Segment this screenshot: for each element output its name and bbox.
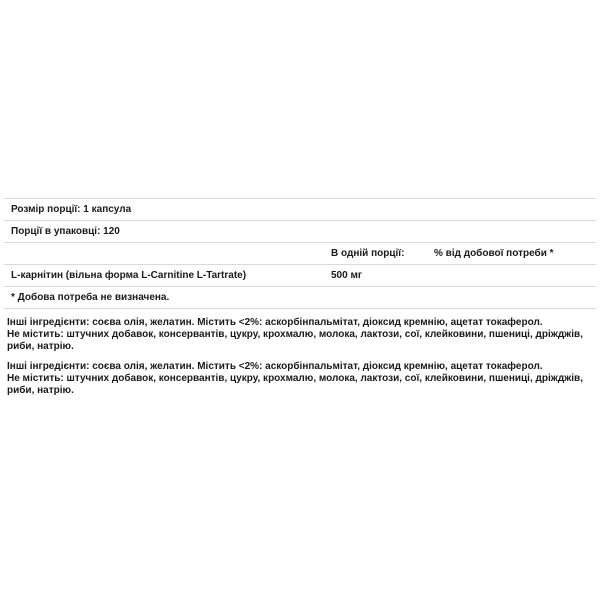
ingredient-daily-value — [427, 265, 596, 287]
free-from-text: Не містить: штучних добавок, консервантів, цукру, крохмалю, молока, лактози, сої, клейковини, пшениці, дріжджів, риби, натрію. — [7, 373, 583, 396]
ingredients-note-block — [7, 317, 593, 353]
serving-size: Розмір порції: 1 капсула — [4, 199, 596, 221]
header-per-serving: В одній порції: — [324, 243, 427, 265]
supplement-facts-table — [4, 198, 596, 309]
serving-size-row — [4, 199, 596, 221]
servings-per-container-row — [4, 221, 596, 243]
other-ingredients-text: Інші інгредієнти: соєва олія, желатин. Містить <2%: аскорбінпальмітат, діоксид кремнію, ацетат токаферол. — [7, 317, 543, 328]
ingredient-name: L-карнітин (вільна форма L-Carnitine L-Tartrate) — [4, 265, 324, 287]
ingredient-row — [4, 265, 596, 287]
footnote-row — [4, 287, 596, 309]
free-from-text: Не містить: штучних добавок, консервантів, цукру, крохмалю, молока, лактози, сої, клейковини, пшениці, дріжджів, риби, натрію. — [7, 329, 583, 352]
servings-per-container: Порції в упаковці: 120 — [4, 221, 596, 243]
daily-value-footnote: * Добова потреба не визначена. — [4, 287, 596, 309]
ingredients-note-block — [7, 361, 593, 397]
ingredient-amount: 500 мг — [324, 265, 427, 287]
header-empty-cell — [4, 243, 324, 265]
other-ingredients-text: Інші інгредієнти: соєва олія, желатин. Містить <2%: аскорбінпальмітат, діоксид кремнію, ацетат токаферол. — [7, 361, 543, 372]
header-daily-value: % від добової потреби * — [427, 243, 596, 265]
column-header-row — [4, 243, 596, 265]
